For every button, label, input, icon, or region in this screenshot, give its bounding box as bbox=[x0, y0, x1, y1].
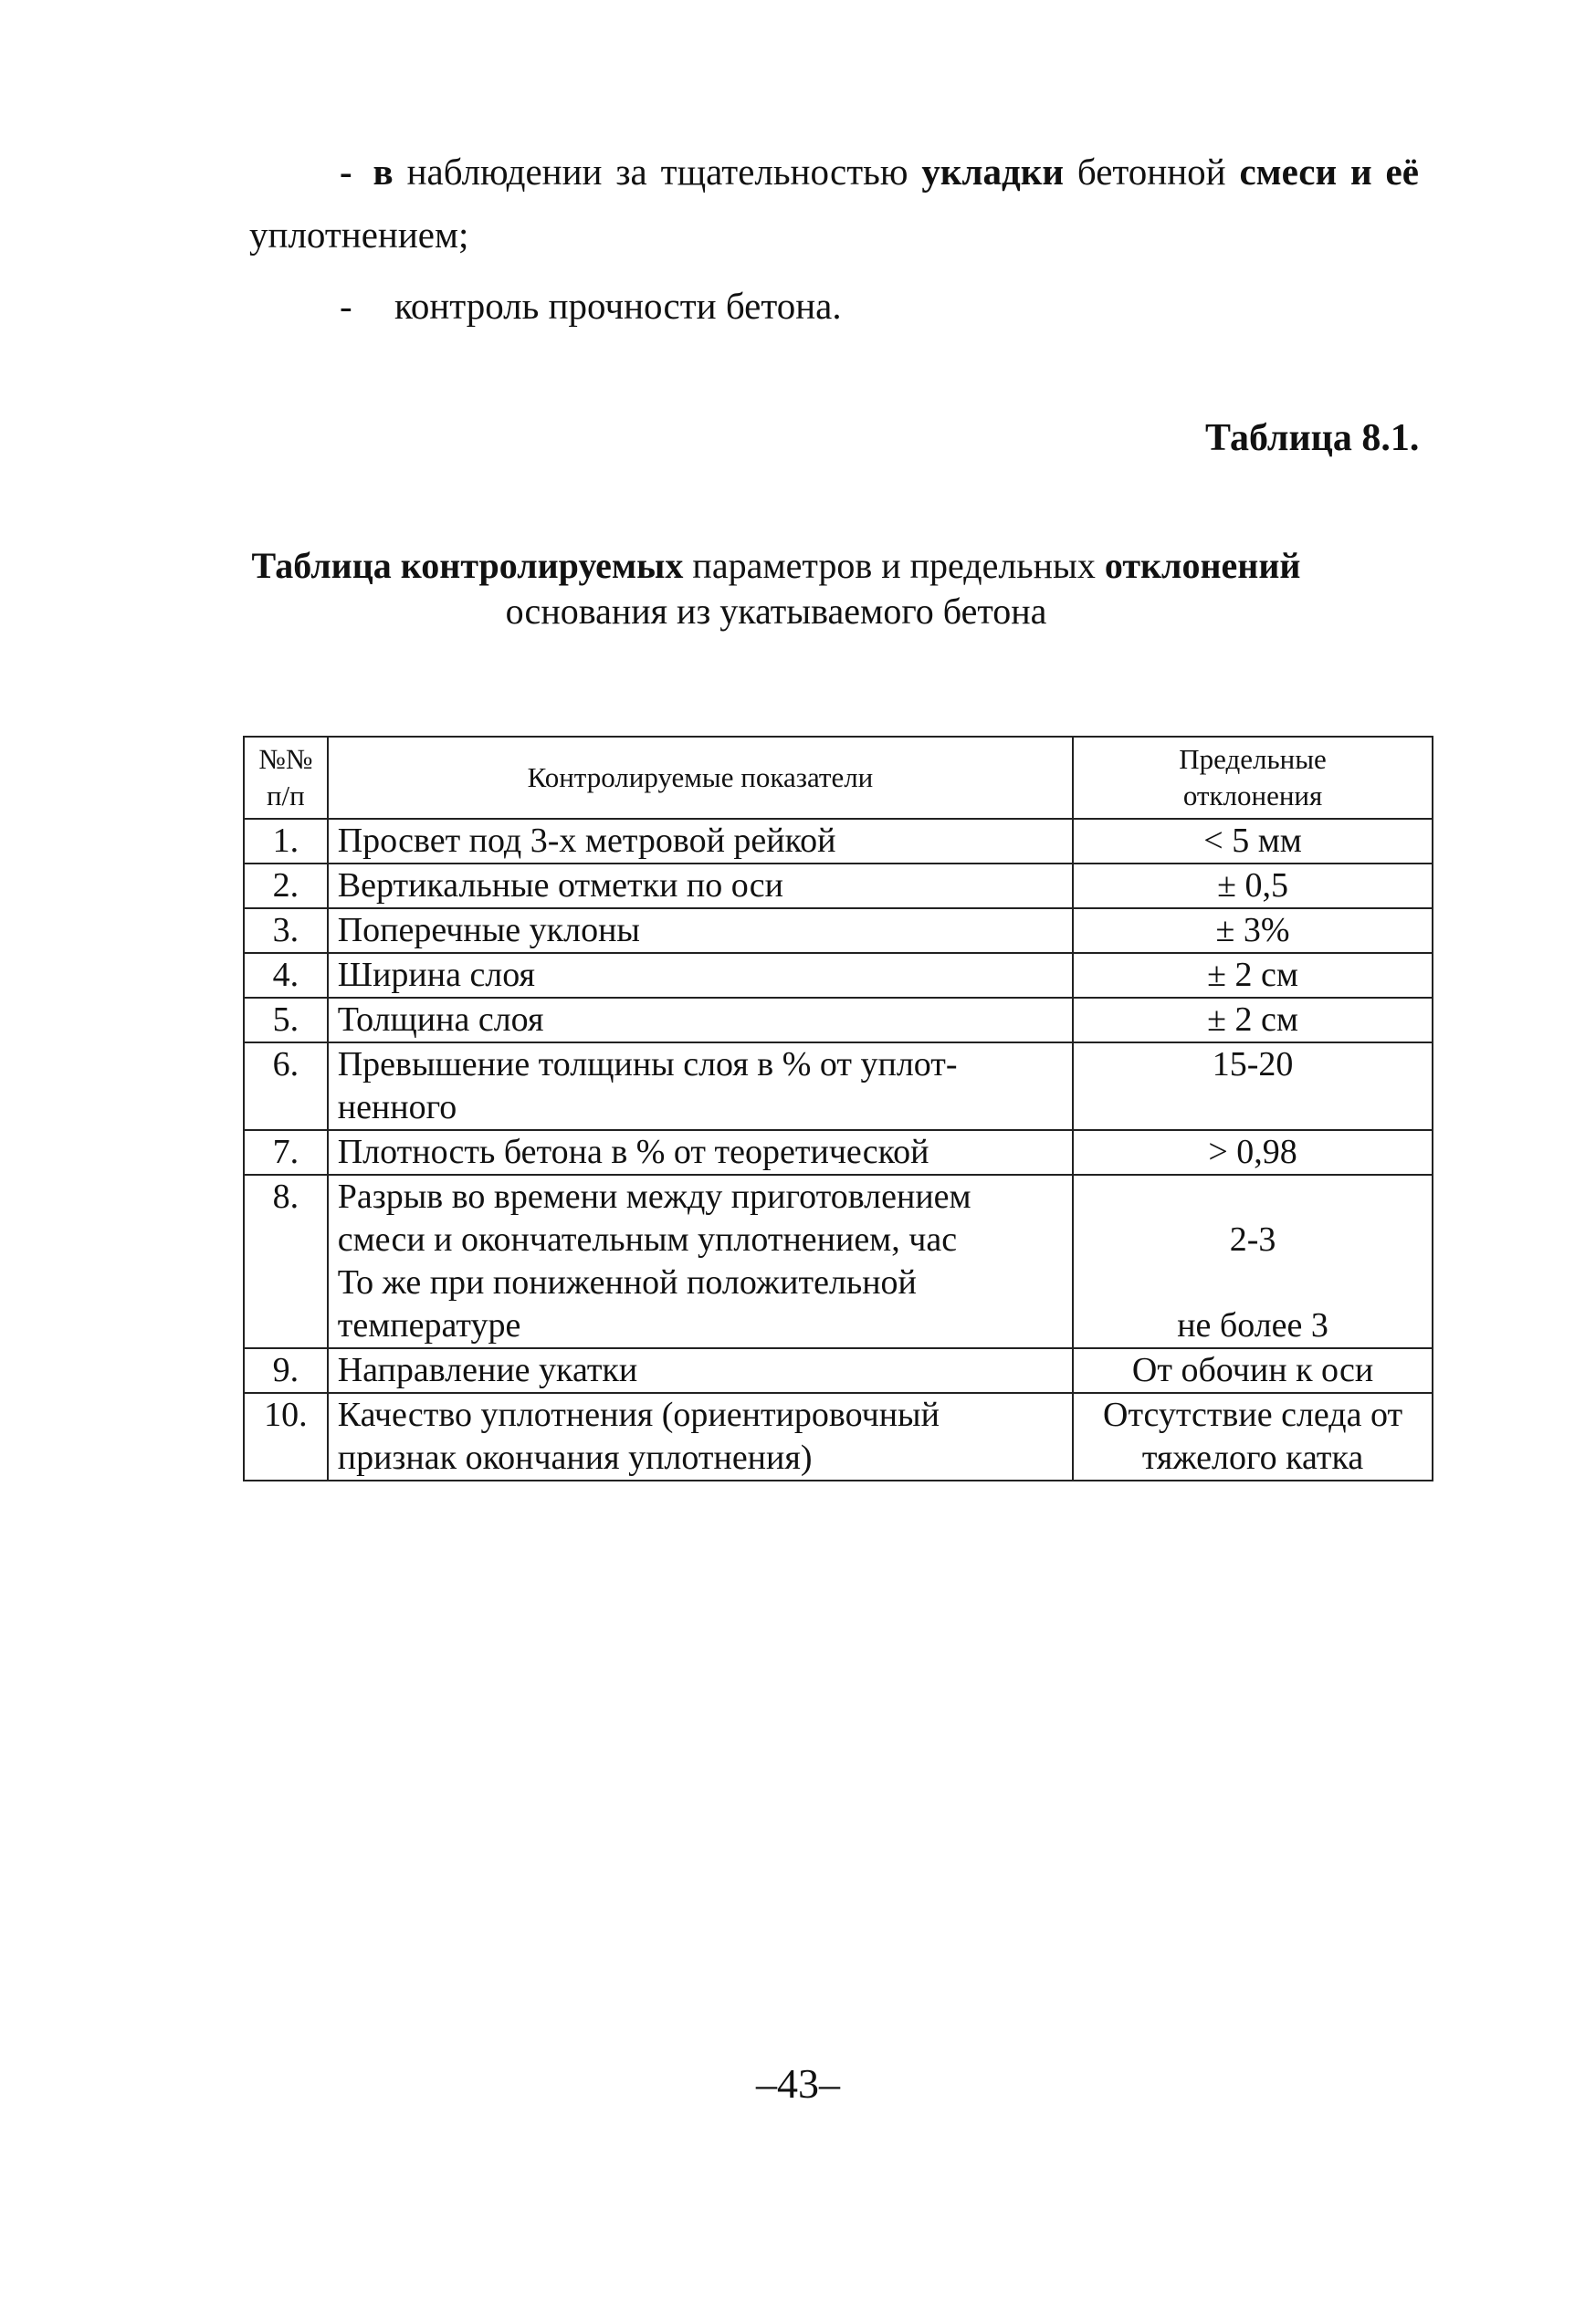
row-deviation-line: Отсутствие следа от bbox=[1103, 1396, 1403, 1434]
row-parameter: Плотность бетона в % от теоретической bbox=[328, 1130, 1073, 1175]
row-deviation: ± 0,5 bbox=[1073, 864, 1433, 908]
row-parameter-line: признак окончания уплотнения) bbox=[337, 1439, 813, 1477]
title-middle: параметров и предельных bbox=[683, 545, 1105, 586]
row-deviation: > 0,98 bbox=[1073, 1130, 1433, 1175]
row-number: 5. bbox=[244, 998, 328, 1042]
bullet1-word: за bbox=[615, 151, 647, 193]
row-deviation-line: тяжелого катка bbox=[1141, 1439, 1364, 1477]
deviation-low-temperature: не более 3 bbox=[1177, 1306, 1328, 1345]
deviation-split bbox=[1083, 1176, 1423, 1347]
header-deviation-line-2: отклонения bbox=[1182, 780, 1323, 811]
row-number: 7. bbox=[244, 1130, 328, 1175]
row-deviation bbox=[1073, 1393, 1433, 1481]
row-parameter-line: Превышение толщины слоя в % от уплот- bbox=[337, 1045, 958, 1083]
bullet1-word: её bbox=[1385, 151, 1419, 193]
table-row bbox=[244, 1175, 1433, 1348]
table-number: Таблица 8.1. bbox=[1205, 417, 1420, 459]
row-parameter-line: смеси и окончательным уплотнением, час bbox=[337, 1220, 958, 1259]
row-parameter: Поперечные уклоны bbox=[328, 908, 1073, 953]
row-number: 1. bbox=[244, 819, 328, 864]
bullet1-word: и bbox=[1350, 151, 1372, 193]
bullet2-text: контроль прочности бетона. bbox=[394, 285, 842, 327]
row-number: 8. bbox=[244, 1175, 328, 1348]
header-number bbox=[244, 737, 328, 819]
table-row bbox=[244, 1348, 1433, 1393]
bullet-strength-control bbox=[340, 283, 842, 329]
table-row bbox=[244, 908, 1433, 953]
table-row bbox=[244, 1042, 1433, 1130]
bullet1-word: наблюдении bbox=[406, 151, 603, 193]
row-deviation: 15-20 bbox=[1073, 1042, 1433, 1130]
table-title-line-1 bbox=[237, 543, 1315, 589]
row-parameter bbox=[328, 1393, 1073, 1481]
table-title-line-2: основания из укатываемого бетона bbox=[505, 591, 1047, 632]
table-header-row bbox=[244, 737, 1433, 819]
row-parameter-line: Разрыв во времени между приготовлением bbox=[337, 1178, 971, 1216]
row-parameter: Толщина слоя bbox=[328, 998, 1073, 1042]
parameters-table bbox=[243, 736, 1433, 1481]
table-row bbox=[244, 1393, 1433, 1481]
row-number: 3. bbox=[244, 908, 328, 953]
row-parameter: Вертикальные отметки по оси bbox=[328, 864, 1073, 908]
title-bold-start: Таблица контролируемых bbox=[251, 545, 684, 586]
row-parameter: Направление укатки bbox=[328, 1348, 1073, 1393]
row-number: 4. bbox=[244, 953, 328, 998]
row-deviation bbox=[1073, 1175, 1433, 1348]
header-deviation bbox=[1073, 737, 1433, 819]
table-row bbox=[244, 819, 1433, 864]
row-parameter: Ширина слоя bbox=[328, 953, 1073, 998]
header-deviation-line-1: Предельные bbox=[1179, 743, 1327, 775]
row-parameter: Просвет под 3-х метровой рейкой bbox=[328, 819, 1073, 864]
row-parameter-line: температуре bbox=[337, 1306, 521, 1345]
row-deviation: < 5 мм bbox=[1073, 819, 1433, 864]
title-bold-end: отклонений bbox=[1104, 545, 1301, 586]
bullet-observation bbox=[340, 149, 1419, 194]
bullet1-word: укладки bbox=[921, 151, 1064, 193]
table-row bbox=[244, 864, 1433, 908]
bullet-observation-continuation: уплотнением; bbox=[249, 214, 469, 256]
row-number: 10. bbox=[244, 1393, 328, 1481]
table-title bbox=[237, 543, 1315, 634]
deviation-normal: 2-3 bbox=[1229, 1220, 1276, 1259]
row-deviation: ± 2 см bbox=[1073, 953, 1433, 998]
table-row bbox=[244, 953, 1433, 998]
row-parameter-line: ненного bbox=[337, 1088, 457, 1126]
row-deviation: ± 3% bbox=[1073, 908, 1433, 953]
row-number: 2. bbox=[244, 864, 328, 908]
table-row bbox=[244, 998, 1433, 1042]
header-number-line-2: п/п bbox=[266, 780, 305, 811]
table-row bbox=[244, 1130, 1433, 1175]
bullet-dash: - bbox=[340, 285, 352, 327]
bullet1-word: в bbox=[373, 151, 394, 193]
row-number: 9. bbox=[244, 1348, 328, 1393]
row-parameter bbox=[328, 1042, 1073, 1130]
bullet-dash: - bbox=[340, 151, 352, 193]
row-deviation: ± 2 см bbox=[1073, 998, 1433, 1042]
row-parameter-line: То же при пониженной положительной bbox=[337, 1263, 917, 1302]
row-parameter bbox=[328, 1175, 1073, 1348]
bullet1-word: бетонной bbox=[1076, 151, 1226, 193]
header-number-line-1: №№ bbox=[258, 743, 313, 775]
row-number: 6. bbox=[244, 1042, 328, 1130]
header-parameter: Контролируемые показатели bbox=[328, 737, 1073, 819]
bullet1-word: смеси bbox=[1239, 151, 1338, 193]
row-deviation: От обочин к оси bbox=[1073, 1348, 1433, 1393]
bullet1-word: тщательностью bbox=[660, 151, 908, 193]
row-parameter-line: Качество уплотнения (ориентировочный bbox=[337, 1396, 940, 1434]
page-number: –43– bbox=[756, 2060, 840, 2107]
